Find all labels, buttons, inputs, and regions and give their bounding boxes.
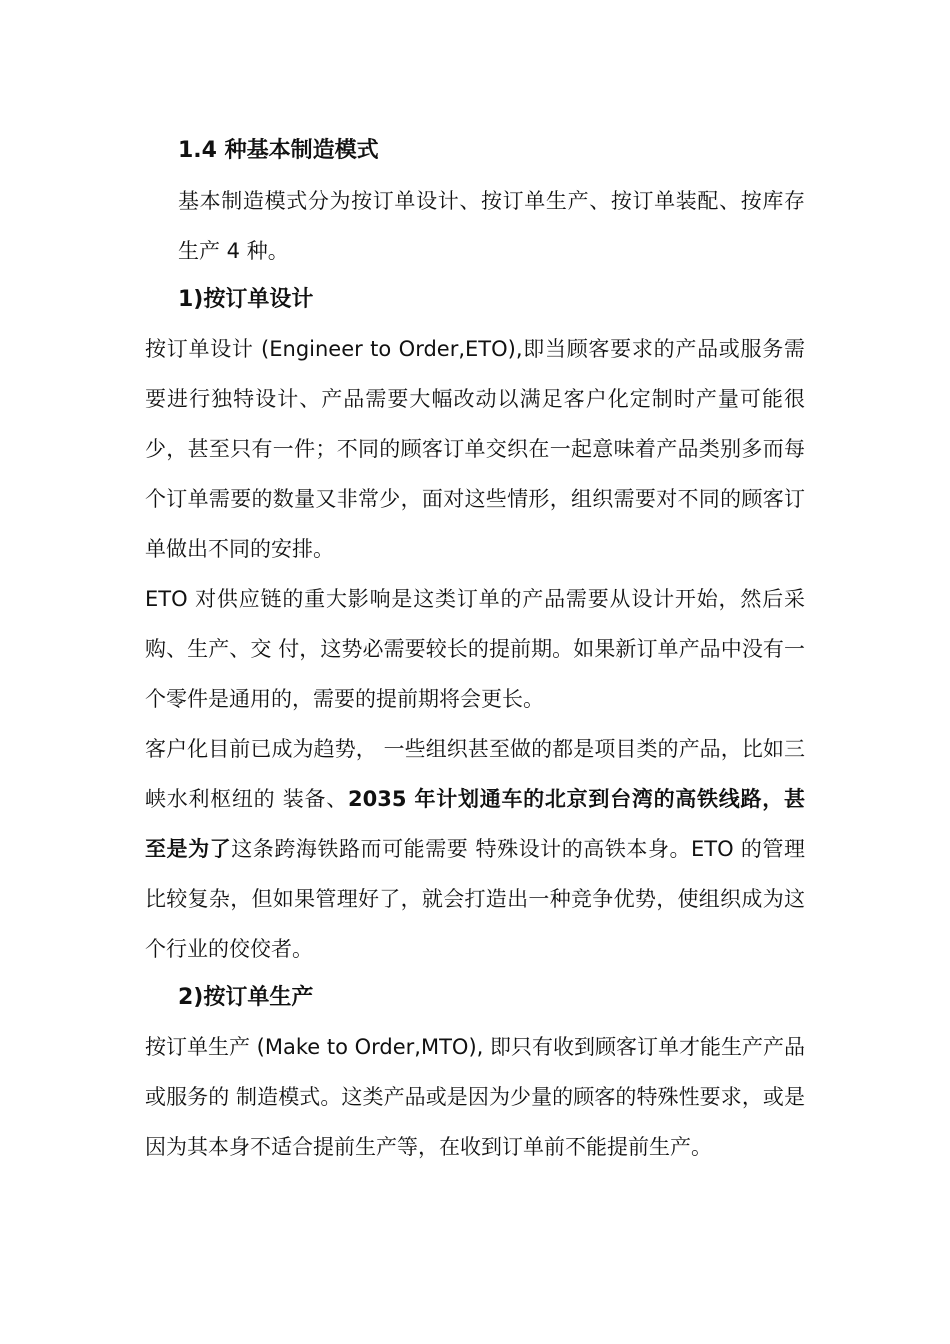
eto-trend-text-a: 客户化目前已成为趋势， 一些组织甚至做的都是项目类的产品，比如三峡水利枢纽的 装备、 [145,737,805,811]
eto-trend-text-bold: 2035 年计划通车的北京到台湾的高铁线路，甚至是为了 [145,787,805,861]
mto-paragraph-definition: 按订单生产 (Make to Order,MTO), 即只有收到顾客订单才能生产产品或服务的 制造模式。这类产品或是因为少量的顾客的特殊性要求，或是因为其本身不适合提前生产等，在收到订单前不能提前生产。 [145,1035,805,1159]
document-title: 1.4 种基本制造模式 [178,138,379,163]
eto-paragraph-trend [145,724,805,974]
eto-paragraph-supply-chain: ETO 对供应链的重大影响是这类订单的产品需要从设计开始，然后采购、生产、交 付，这势必需要较长的提前期。如果新订单产品中没有一个零件是通用的，需要的提前期将会更长。 [145,587,805,711]
section-heading-mto: 2)按订单生产 [178,985,314,1010]
intro-paragraph: 基本制造模式分为按订单设计、按订单生产、按订单装配、按库存生产 4 种。 [178,189,805,263]
eto-paragraph-definition: 按订单设计 (Engineer to Order,ETO),即当顾客要求的产品或服务需要进行独特设计、产品需要大幅改动以满足客户化定制时产量可能很少，甚至只有一件；不同的顾客订单交织在一起意味着产品类别多而每个订单需要的数量又非常少，面对这些情形，组织需要对不同的顾客订单做出不同的安排。 [145,337,805,561]
eto-trend-text-b: 这条跨海铁路而可能需要 特殊设计的高铁本身。ETO 的管理比较复杂，但如果管理好了，就会打造出一种竞争优势，使组织成为这个行业的佼佼者。 [145,837,805,961]
section-heading-eto: 1)按订单设计 [178,287,314,312]
